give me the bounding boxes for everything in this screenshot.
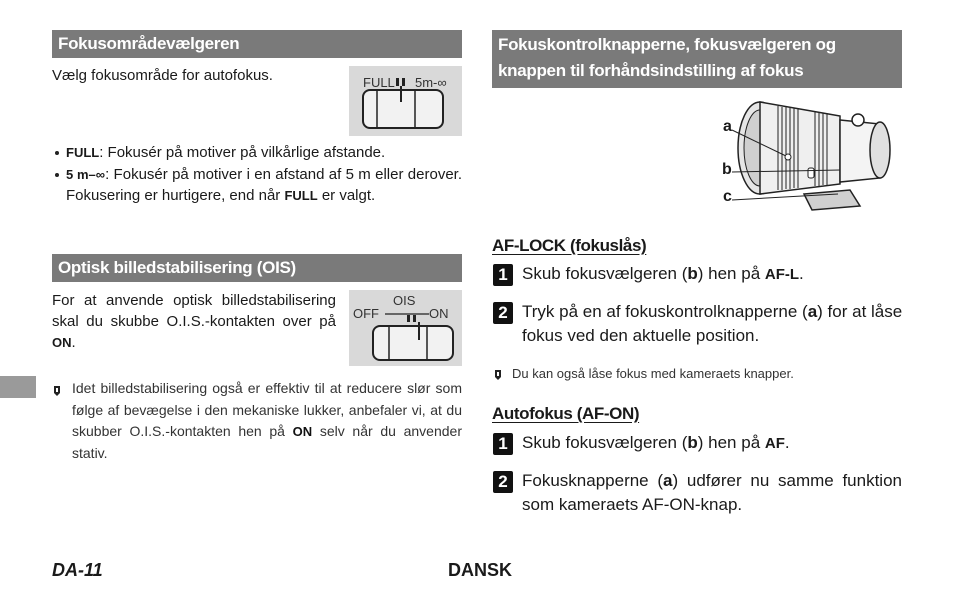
step-number: 2 xyxy=(493,471,513,493)
key-b: b xyxy=(687,264,698,283)
step-number: 2 xyxy=(493,302,513,324)
focus-area-title: Fokusområdevælgeren xyxy=(58,34,240,53)
key-a: a xyxy=(807,302,818,321)
af-on-step-2 xyxy=(522,469,902,517)
ois-title: Optisk billedstabilisering (OIS) xyxy=(58,258,296,277)
page-number: DA-11 xyxy=(52,560,103,580)
chapter-tab xyxy=(0,376,36,398)
step-text-end: ) for at låse fokus ved den aktuelle position. xyxy=(522,302,903,345)
ois-intro-text: For at anvende optisk billedstabilisering skal du skubbe O.I.S.-kontakten over på xyxy=(52,292,336,330)
switch-label-full: FULL xyxy=(363,75,395,90)
term-5m: 5 m–∞ xyxy=(66,167,106,182)
af-on-heading: Autofokus (AF-ON) xyxy=(492,404,640,423)
focus-controls-title: Fokuskontrolknapperne, fokusvælgeren og knappen til forhåndsindstilling af fokus xyxy=(498,35,836,80)
focus-range-switch-illustration xyxy=(349,66,462,136)
ois-intro xyxy=(52,290,336,353)
ois-intro-end: . xyxy=(71,334,76,351)
focus-area-heading xyxy=(52,30,462,58)
bullet-full-text: : Fokusér på motiver på vilkårlige afstande. xyxy=(99,144,386,161)
note-icon xyxy=(493,369,503,381)
term-on: ON xyxy=(52,335,72,350)
key-b: b xyxy=(687,433,698,452)
callout-c: c xyxy=(723,188,732,205)
af-lock-step-1 xyxy=(522,262,902,287)
ois-note xyxy=(72,378,462,464)
lens-illustration xyxy=(720,98,902,214)
step-text-end: . xyxy=(799,264,804,283)
focus-controls-heading xyxy=(492,30,902,88)
bullet-5m-text-end: er valgt. xyxy=(317,187,376,204)
ois-note-text: Idet billedstabilisering også er effektiv til at reducere slør som følge af bevægelse i den mekaniske lukker, anbefaler vi, at du skubber O.I.S.-kontakten hen på xyxy=(72,380,462,439)
bullet-icon xyxy=(54,150,60,156)
af-on-step-1 xyxy=(522,431,902,456)
af-lock-note: Du kan også låse fokus med kameraets knapper. xyxy=(512,366,794,381)
switch-label-off: OFF xyxy=(353,306,379,321)
ois-switch-icon xyxy=(349,290,462,366)
focus-area-intro: Vælg fokusområde for autofokus. xyxy=(52,67,273,84)
note-icon xyxy=(52,385,62,397)
step-text: Skub fokusvælgeren ( xyxy=(522,264,688,283)
term-full-inline: FULL xyxy=(284,188,318,203)
key-a: a xyxy=(663,471,673,490)
bullet-5m-text: : Fokusér på motiver i en afstand af 5 m eller derover. Fokusering er hurtigere, end når xyxy=(66,166,462,204)
ois-switch-illustration xyxy=(349,290,462,366)
language-label: DANSK xyxy=(448,560,513,580)
af-lock-heading: AF-LOCK (fokuslås) xyxy=(492,236,647,255)
step-text: ) hen på xyxy=(697,433,765,452)
step-number: 1 xyxy=(493,433,513,455)
lens-icon xyxy=(720,98,902,214)
step-text: Fokusknapperne ( xyxy=(522,471,664,490)
term-on-note: ON xyxy=(292,424,313,439)
term-af: AF xyxy=(764,435,785,452)
step-text: Skub fokusvælgeren ( xyxy=(522,433,688,452)
af-lock-step-2 xyxy=(522,300,904,348)
switch-label-ois: OIS xyxy=(393,293,416,308)
focus-range-switch-icon xyxy=(349,66,462,136)
callout-b: b xyxy=(722,161,732,178)
step-number: 1 xyxy=(493,264,513,286)
switch-label-on: ON xyxy=(429,306,449,321)
step-text: Tryk på en af fokuskontrolknapperne ( xyxy=(522,302,808,321)
bullet-full xyxy=(66,142,464,163)
step-text: ) hen på xyxy=(697,264,765,283)
step-text-end: ) udfører nu samme funktion som kameraets AF-ON-knap. xyxy=(522,471,902,514)
ois-note-end: selv når du anvender stativ. xyxy=(72,423,462,461)
ois-heading xyxy=(52,254,462,282)
bullet-icon xyxy=(54,172,60,178)
term-af-l: AF-L xyxy=(764,266,800,283)
step-text-end: . xyxy=(784,433,790,452)
term-full: FULL xyxy=(66,145,100,160)
callout-a: a xyxy=(723,118,732,135)
bullet-5m xyxy=(66,164,462,206)
switch-label-range: 5m-∞ xyxy=(415,75,447,90)
